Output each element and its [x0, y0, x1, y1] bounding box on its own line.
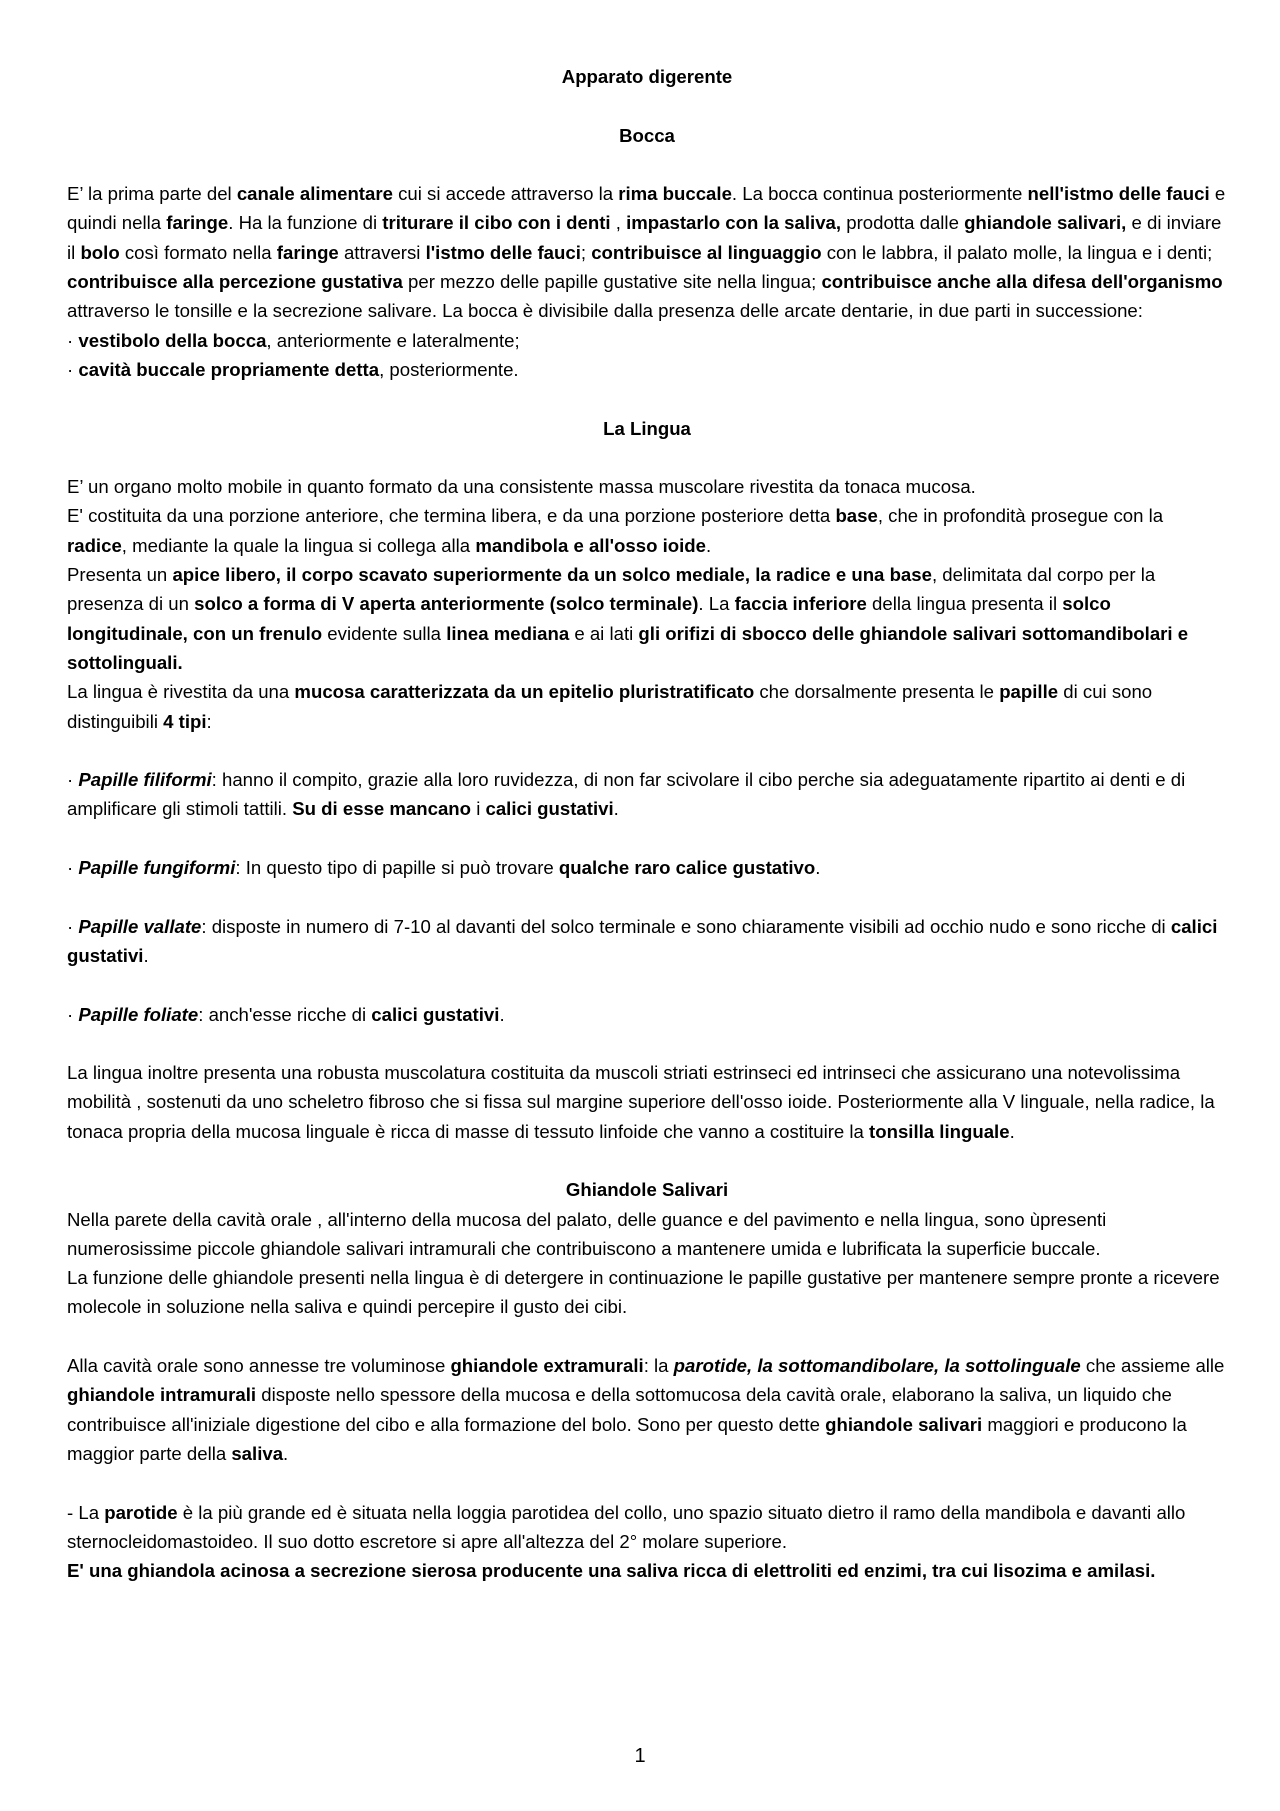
text-run: che dorsalmente presenta le	[754, 681, 1000, 703]
paragraph	[67, 1556, 1227, 1585]
text-run: è la più grande ed è situata nella loggia parotidea del collo, uno spazio situato dietro il ramo della mandibola e davanti allo sternocleidomastoideo. Il suo dotto escretore si apre all'altezza del 2° molare superiore.	[67, 1501, 1186, 1552]
emphasis-text: Papille filiformi	[78, 769, 212, 791]
bold-text: solco longitudinale, con un frenulo	[67, 593, 1111, 644]
bold-text: papille	[999, 681, 1059, 703]
list-item	[67, 355, 1227, 384]
page-number: 1	[634, 1745, 646, 1767]
text-run: e ai lati	[569, 622, 639, 644]
text-run: maggiori e producono la maggior parte della	[67, 1413, 1187, 1464]
list-item-papille	[67, 1000, 1227, 1029]
text-run: con le labbra, il palato molle, la lingua e i denti;	[821, 241, 1213, 263]
text-run: Presenta un	[67, 564, 173, 586]
text-run: , posteriormente.	[379, 358, 519, 380]
bold-text: triturare il cibo con i denti	[382, 212, 611, 234]
text-run: ·	[67, 857, 79, 879]
bold-text: faringe	[166, 212, 229, 234]
text-run: di cui sono distinguibili	[67, 681, 1153, 732]
text-run: della lingua presenta il	[866, 593, 1063, 615]
text-run: , anteriormente e lateralmente;	[266, 329, 520, 351]
text-run: evidente sulla	[322, 622, 447, 644]
bold-text: 4 tipi	[163, 710, 207, 732]
paragraph	[67, 1058, 1227, 1146]
paragraph	[67, 1351, 1227, 1468]
text-run: : anch'esse ricche di	[198, 1003, 372, 1025]
bold-text: vestibolo della bocca	[78, 329, 267, 351]
document-title: Apparato digerente	[561, 66, 733, 87]
text-run: E' costituita da una porzione anteriore, che termina libera, e da una porzione posteriore detta	[67, 505, 836, 527]
bold-text: tonsilla linguale	[869, 1120, 1010, 1142]
text-run: .	[706, 534, 712, 556]
bold-text: qualche raro calice gustativo	[558, 857, 816, 879]
text-run: i	[471, 798, 486, 820]
bold-text: contribuisce anche alla difesa dell'organismo	[821, 271, 1223, 293]
bold-text: l'istmo delle fauci	[425, 241, 581, 263]
bold-text: base	[835, 505, 878, 527]
bold-text: E' una ghiandola acinosa a secrezione sierosa producente una saliva ricca di elettroliti ed enzimi, tra cui lisozima e amilasi.	[67, 1560, 1156, 1582]
text-run: , mediante la quale la lingua si collega alla	[121, 534, 476, 556]
paragraph	[67, 560, 1227, 677]
list-item-papille	[67, 912, 1227, 971]
bold-text: calici gustativi	[67, 915, 1218, 966]
bold-text: calici gustativi	[485, 798, 614, 820]
text-run: : hanno il compito, grazie alla loro ruvidezza, di non far scivolare il cibo perche sia adeguatamente ripartito ai denti e di amplificare gli stimoli tattili.	[67, 769, 1186, 820]
bold-text: contribuisce al linguaggio	[591, 241, 822, 263]
section-heading-bocca: Bocca	[619, 124, 675, 146]
text-run: .	[613, 798, 619, 820]
paragraph	[67, 1263, 1227, 1322]
bold-text: Su di esse mancano	[292, 798, 472, 820]
text-run: ,	[610, 212, 627, 234]
text-run: . La	[698, 593, 735, 615]
bold-text: solco a forma di V aperta anteriormente (solco terminale)	[194, 593, 699, 615]
bold-text: radice	[67, 534, 122, 556]
bold-text: cavità buccale propriamente detta	[78, 358, 380, 380]
text-run: .	[815, 857, 821, 879]
text-run: : la	[643, 1355, 674, 1377]
bold-text: parotide	[104, 1501, 178, 1523]
text-run: La lingua inoltre presenta una robusta muscolatura costituita da muscoli striati estrinseci ed intrinseci che assicurano una notevolissima mobilità , sostenuti da uno scheletro fibroso che si fissa sul margine superiore dell'osso ioide. Posteriormente alla V linguale, nella radice, la tonaca propria della mucosa linguale è ricca di masse di tessuto linfoide che vanno a costituire la	[67, 1062, 1215, 1142]
text-run: La lingua è rivestita da una	[67, 681, 295, 703]
text-run: :	[206, 710, 212, 732]
text-run: ·	[67, 769, 79, 791]
bold-text: saliva	[231, 1442, 284, 1464]
text-run: , delimitata dal corpo per la presenza di un	[67, 564, 1156, 615]
text-run: attraverso le tonsille e la secrezione salivare. La bocca è divisibile dalla presenza delle arcate dentarie, in due parti in successione:	[67, 300, 1143, 322]
bold-text: ghiandole salivari	[825, 1413, 983, 1435]
bold-text: contribuisce alla percezione gustativa	[67, 271, 403, 293]
text-run: .	[283, 1442, 289, 1464]
bold-text: mandibola e all'osso ioide	[475, 534, 707, 556]
bold-text: calici gustativi	[371, 1003, 500, 1025]
text-run: e quindi nella	[67, 183, 1226, 234]
text-run: cui si accede attraverso la	[392, 183, 619, 205]
text-run: per mezzo delle papille gustative site nella lingua;	[402, 271, 822, 293]
text-run: - La	[67, 1501, 105, 1523]
text-run: E’ la prima parte del	[67, 183, 237, 205]
text-run: . Ha la funzione di	[228, 212, 383, 234]
bold-text: rima buccale	[618, 183, 732, 205]
bold-text: apice libero, il corpo scavato superiormente da un solco mediale, la radice e una base	[172, 564, 932, 586]
bold-text: linea mediana	[446, 622, 570, 644]
text-run: attraversi	[338, 241, 426, 263]
bold-text: mucosa caratterizzata da un epitelio pluristratificato	[294, 681, 755, 703]
text-run: : In questo tipo di papille si può trovare	[235, 857, 559, 879]
text-run: , che in profondità prosegue con la	[877, 505, 1164, 527]
bold-text: gli orifizi di sbocco delle ghiandole salivari sottomandibolari e sottolinguali.	[67, 622, 1189, 673]
text-run: ·	[67, 329, 79, 351]
section-heading-ghiandole: Ghiandole Salivari	[565, 1179, 729, 1201]
bold-text: faringe	[276, 241, 339, 263]
bold-text: ghiandole salivari,	[964, 212, 1127, 234]
paragraph	[67, 501, 1227, 560]
list-item	[67, 326, 1227, 355]
paragraph	[67, 1205, 1227, 1264]
list-item-papille	[67, 765, 1227, 824]
text-run: che assieme alle	[1080, 1355, 1225, 1377]
list-item-papille	[67, 853, 1227, 882]
document-page	[67, 62, 1227, 1585]
paragraph	[67, 677, 1227, 736]
emphasis-text: Papille vallate	[78, 915, 202, 937]
text-run: disposte nello spessore della mucosa e della sottomucosa dela cavità orale, elaborano la saliva, un liquido che contribuisce all'iniziale digestione del cibo e alla formazione del bolo. Sono per questo dette	[67, 1384, 1172, 1435]
emphasis-text: Papille fungiformi	[78, 857, 236, 879]
bold-text: impastarlo con la saliva,	[626, 212, 842, 234]
text-run: ·	[67, 915, 79, 937]
bold-text: bolo	[80, 241, 120, 263]
text-run: così formato nella	[119, 241, 277, 263]
text-run: e di inviare il	[67, 212, 1222, 263]
text-run: .	[1009, 1120, 1015, 1142]
emphasis-text: parotide, la sottomandibolare, la sottolinguale	[673, 1355, 1081, 1377]
paragraph	[67, 1498, 1227, 1557]
bold-text: canale alimentare	[236, 183, 393, 205]
text-run: : disposte in numero di 7-10 al davanti del solco terminale e sono chiaramente visibili ad occhio nudo e sono ricche di	[201, 915, 1171, 937]
bold-text: faccia inferiore	[734, 593, 867, 615]
text-run: ·	[67, 1003, 79, 1025]
text-run: .	[499, 1003, 505, 1025]
text-run: ·	[67, 358, 79, 380]
text-run: . La bocca continua posteriormente	[731, 183, 1028, 205]
bold-text: ghiandole intramurali	[67, 1384, 257, 1406]
text-run: Nella parete della cavità orale , all'interno della mucosa del palato, delle guance e del pavimento e nella lingua, sono ùpresenti numerosissime piccole ghiandole salivari intramurali che contribuiscono a mantenere umida e lubrificata la superficie buccale.	[67, 1208, 1107, 1259]
section-heading-lingua: La Lingua	[603, 417, 691, 439]
bold-text: ghiandole extramurali	[450, 1355, 644, 1377]
text-run: E’ un organo molto mobile in quanto formato da una consistente massa muscolare rivestita da tonaca mucosa.	[67, 476, 976, 498]
text-run: La funzione delle ghiandole presenti nella lingua è di detergere in continuazione le papille gustative per mantenere sempre pronte a ricevere molecole in soluzione nella saliva e quindi percepire il gusto dei cibi.	[67, 1267, 1220, 1318]
text-run: .	[143, 944, 149, 966]
text-run: prodotta dalle	[841, 212, 965, 234]
text-run: Alla cavità orale sono annesse tre voluminose	[67, 1355, 451, 1377]
emphasis-text: Papille foliate	[78, 1003, 199, 1025]
bold-text: nell'istmo delle fauci	[1027, 183, 1210, 205]
text-run: ;	[580, 241, 592, 263]
paragraph	[67, 179, 1227, 325]
paragraph	[67, 472, 1227, 501]
